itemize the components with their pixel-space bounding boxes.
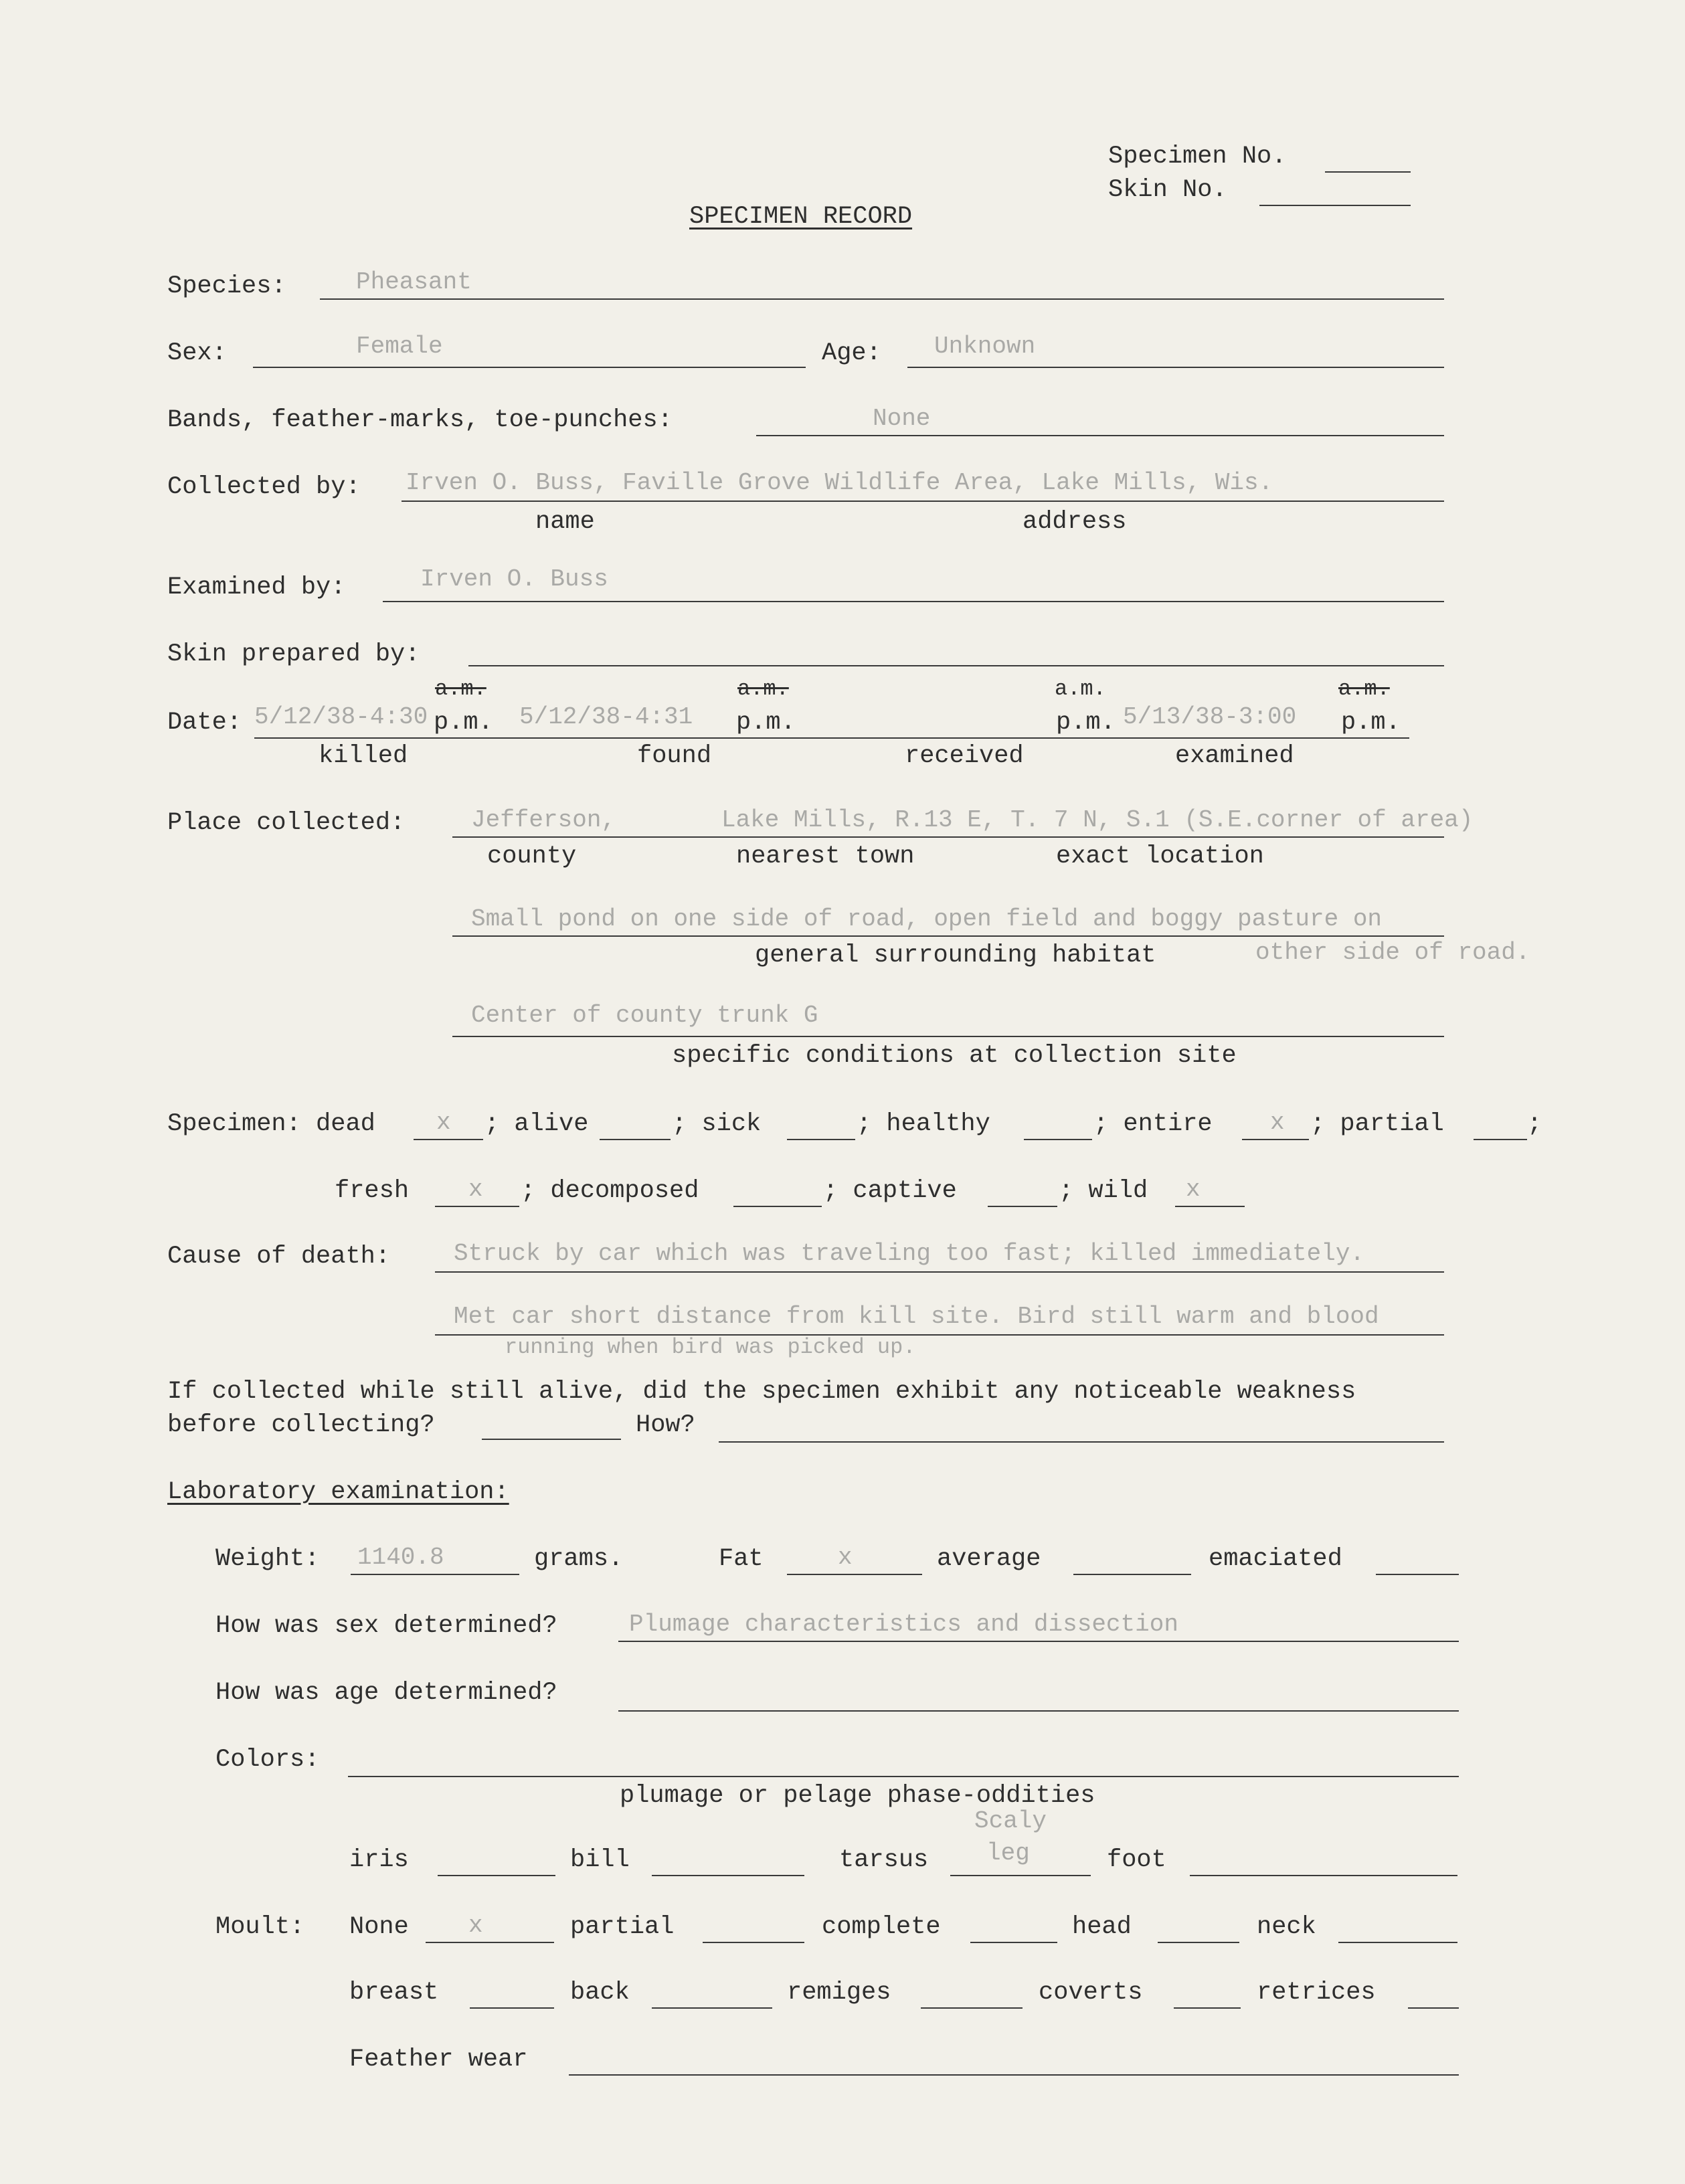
average-label: average [937, 1545, 1041, 1573]
tarsus-value-line-2: leg [986, 1839, 1030, 1867]
sex-determined-field[interactable] [618, 1641, 1459, 1642]
found-pm-label: p.m. [736, 709, 796, 737]
skin-no-field[interactable] [1259, 205, 1411, 206]
habitat-value-line-2: other side of road. [1255, 939, 1530, 966]
habitat-caption: general surrounding habitat [755, 941, 1156, 970]
species-field[interactable] [320, 298, 1444, 300]
killed-am-label: a.m. [435, 676, 486, 701]
healthy-label: ; healthy [857, 1110, 990, 1138]
foot-field[interactable] [1190, 1875, 1457, 1876]
moult-head-label: head [1072, 1913, 1132, 1941]
conditions-caption: specific conditions at collection site [672, 1042, 1237, 1070]
place-field[interactable] [452, 836, 1444, 838]
form-title: SPECIMEN RECORD [689, 203, 913, 231]
bands-value: None [873, 405, 931, 432]
sick-field[interactable] [787, 1139, 855, 1140]
collected-by-value: Irven O. Buss, Faville Grove Wildlife Area, Lake Mills, Wis. [406, 469, 1273, 496]
wild-field[interactable] [1175, 1206, 1245, 1207]
moult-none-label: None [349, 1913, 409, 1941]
how-field[interactable] [719, 1441, 1444, 1443]
skin-no-label: Skin No. [1108, 176, 1227, 204]
examined-caption: examined [1175, 742, 1294, 770]
fresh-mark: x [468, 1176, 483, 1203]
moult-none-mark: x [468, 1912, 483, 1939]
breast-label: breast [349, 1979, 439, 2007]
collected-name-caption: name [535, 508, 595, 536]
sex-field[interactable] [253, 367, 806, 368]
bands-field[interactable] [756, 435, 1444, 436]
conditions-value: Center of county trunk G [471, 1002, 818, 1029]
sex-value: Female [356, 333, 443, 360]
skin-prepared-field[interactable] [468, 665, 1444, 666]
county-value: Jefferson, [471, 806, 616, 834]
cause-of-death-label: Cause of death: [167, 1243, 391, 1271]
place-collected-label: Place collected: [167, 809, 406, 837]
moult-complete-field[interactable] [970, 1942, 1057, 1943]
found-date-value: 5/12/38-4:31 [519, 703, 693, 731]
sex-determined-question: How was sex determined? [215, 1612, 557, 1640]
killed-caption: killed [319, 742, 408, 770]
colors-label: Colors: [215, 1746, 320, 1774]
partial-field[interactable] [1474, 1139, 1527, 1140]
plumage-caption: plumage or pelage phase-oddities [620, 1782, 1095, 1810]
sex-label: Sex: [167, 339, 227, 367]
specimen-no-label: Specimen No. [1108, 143, 1287, 171]
weight-label: Weight: [215, 1545, 320, 1573]
back-field[interactable] [652, 2007, 772, 2009]
habitat-field[interactable] [452, 935, 1444, 937]
habitat-value-line-1: Small pond on one side of road, open field and boggy pasture on [471, 905, 1383, 933]
examined-by-label: Examined by: [167, 573, 346, 602]
examined-by-value: Irven O. Buss [420, 565, 608, 593]
decomposed-label: ; decomposed [521, 1177, 699, 1205]
tarsus-value-line-1: Scaly [974, 1807, 1047, 1835]
dead-field[interactable] [414, 1139, 483, 1140]
moult-partial-field[interactable] [703, 1942, 804, 1943]
examined-date-value: 5/13/38-3:00 [1123, 703, 1297, 731]
cause-value-line-1: Struck by car which was traveling too fast; killed immediately. [454, 1240, 1365, 1267]
captive-label: ; captive [823, 1177, 957, 1205]
fat-mark: x [838, 1544, 853, 1571]
alive-field[interactable] [600, 1139, 671, 1140]
feather-wear-label: Feather wear [349, 2045, 528, 2074]
colors-field[interactable] [348, 1776, 1459, 1777]
moult-head-field[interactable] [1158, 1942, 1239, 1943]
specimen-dead-label: Specimen: dead [167, 1110, 375, 1138]
weight-value: 1140.8 [357, 1544, 444, 1571]
wild-label: ; wild [1059, 1177, 1148, 1205]
entire-label: ; entire [1093, 1110, 1213, 1138]
species-label: Species: [167, 272, 286, 300]
found-am-label: a.m. [737, 676, 789, 701]
date-field[interactable] [254, 737, 1409, 739]
weakness-field[interactable] [482, 1439, 621, 1440]
lab-heading: Laboratory examination: [167, 1478, 509, 1506]
remiges-field[interactable] [921, 2007, 1023, 2009]
found-caption: found [637, 742, 712, 770]
remiges-label: remiges [787, 1979, 891, 2007]
partial-label: ; partial [1310, 1110, 1444, 1138]
iris-field[interactable] [438, 1875, 555, 1876]
bill-label: bill [570, 1846, 630, 1874]
received-pm-label: p.m. [1056, 709, 1116, 737]
examined-pm-label: p.m. [1341, 709, 1401, 737]
grams-label: grams. [534, 1545, 624, 1573]
back-label: back [570, 1979, 630, 2007]
alive-question-line-1: If collected while still alive, did the specimen exhibit any noticeable weakness [167, 1378, 1356, 1406]
bands-label: Bands, feather-marks, toe-punches: [167, 406, 673, 434]
moult-none-field[interactable] [426, 1942, 554, 1943]
sick-label: ; sick [672, 1110, 762, 1138]
foot-label: foot [1107, 1846, 1166, 1874]
moult-neck-label: neck [1257, 1913, 1316, 1941]
moult-neck-field[interactable] [1338, 1942, 1457, 1943]
age-field[interactable] [907, 367, 1444, 368]
entire-mark: x [1270, 1109, 1285, 1136]
date-label: Date: [167, 709, 242, 737]
cause-field-1[interactable] [435, 1271, 1444, 1273]
skin-prepared-label: Skin prepared by: [167, 640, 420, 668]
specimen-end: ; [1527, 1110, 1542, 1138]
sex-determined-answer: Plumage characteristics and dissection [629, 1611, 1178, 1638]
bill-field[interactable] [652, 1875, 804, 1876]
fresh-label: fresh [335, 1177, 410, 1205]
retrices-label: retrices [1257, 1979, 1376, 2007]
tarsus-field[interactable] [950, 1875, 1091, 1876]
received-am-label: a.m. [1055, 676, 1106, 701]
fresh-field[interactable] [435, 1206, 519, 1207]
tarsus-label: tarsus [839, 1846, 929, 1874]
moult-label: Moult: [215, 1913, 305, 1941]
examined-am-label: a.m. [1338, 676, 1390, 701]
examined-by-field[interactable] [383, 601, 1444, 602]
nearest-town-caption: nearest town [736, 842, 915, 871]
received-caption: received [905, 742, 1024, 770]
healthy-field[interactable] [1024, 1139, 1092, 1140]
coverts-field[interactable] [1174, 2007, 1241, 2009]
iris-label: iris [349, 1846, 409, 1874]
wild-mark: x [1186, 1176, 1201, 1203]
conditions-field[interactable] [452, 1036, 1444, 1037]
breast-field[interactable] [470, 2007, 554, 2009]
cause-value-line-3: running when bird was picked up. [505, 1335, 916, 1360]
county-caption: county [487, 842, 577, 871]
cause-value-line-2: Met car short distance from kill site. Bird still warm and blood [454, 1303, 1379, 1330]
dead-mark: x [436, 1109, 451, 1136]
alive-label: ; alive [484, 1110, 589, 1138]
moult-partial-label: partial [570, 1913, 675, 1941]
how-label: How? [636, 1411, 695, 1439]
fat-label: Fat [719, 1545, 764, 1573]
decomposed-field[interactable] [733, 1206, 822, 1207]
age-label: Age: [822, 339, 881, 367]
exact-location-value: Lake Mills, R.13 E, T. 7 N, S.1 (S.E.corner of area) [721, 806, 1474, 834]
alive-question-line-2: before collecting? [167, 1411, 435, 1439]
age-value: Unknown [934, 333, 1036, 360]
feather-wear-field[interactable] [569, 2074, 1459, 2076]
weight-field[interactable] [351, 1574, 519, 1575]
exact-location-caption: exact location [1056, 842, 1264, 871]
captive-field[interactable] [988, 1206, 1057, 1207]
entire-field[interactable] [1242, 1139, 1309, 1140]
fat-field[interactable] [787, 1574, 922, 1575]
collected-by-label: Collected by: [167, 473, 361, 501]
age-determined-question: How was age determined? [215, 1679, 557, 1707]
age-determined-field[interactable] [618, 1710, 1459, 1712]
emaciated-label: emaciated [1209, 1545, 1342, 1573]
killed-date-value: 5/12/38-4:30 [254, 703, 428, 731]
collected-address-caption: address [1023, 508, 1127, 536]
emaciated-field[interactable] [1376, 1574, 1459, 1575]
average-field[interactable] [1073, 1574, 1191, 1575]
species-value: Pheasant [356, 268, 472, 296]
retrices-field[interactable] [1408, 2007, 1459, 2009]
collected-by-field[interactable] [402, 500, 1444, 502]
specimen-no-field[interactable] [1325, 171, 1411, 173]
coverts-label: coverts [1039, 1979, 1143, 2007]
moult-complete-label: complete [822, 1913, 941, 1941]
killed-pm-label: p.m. [434, 709, 493, 737]
